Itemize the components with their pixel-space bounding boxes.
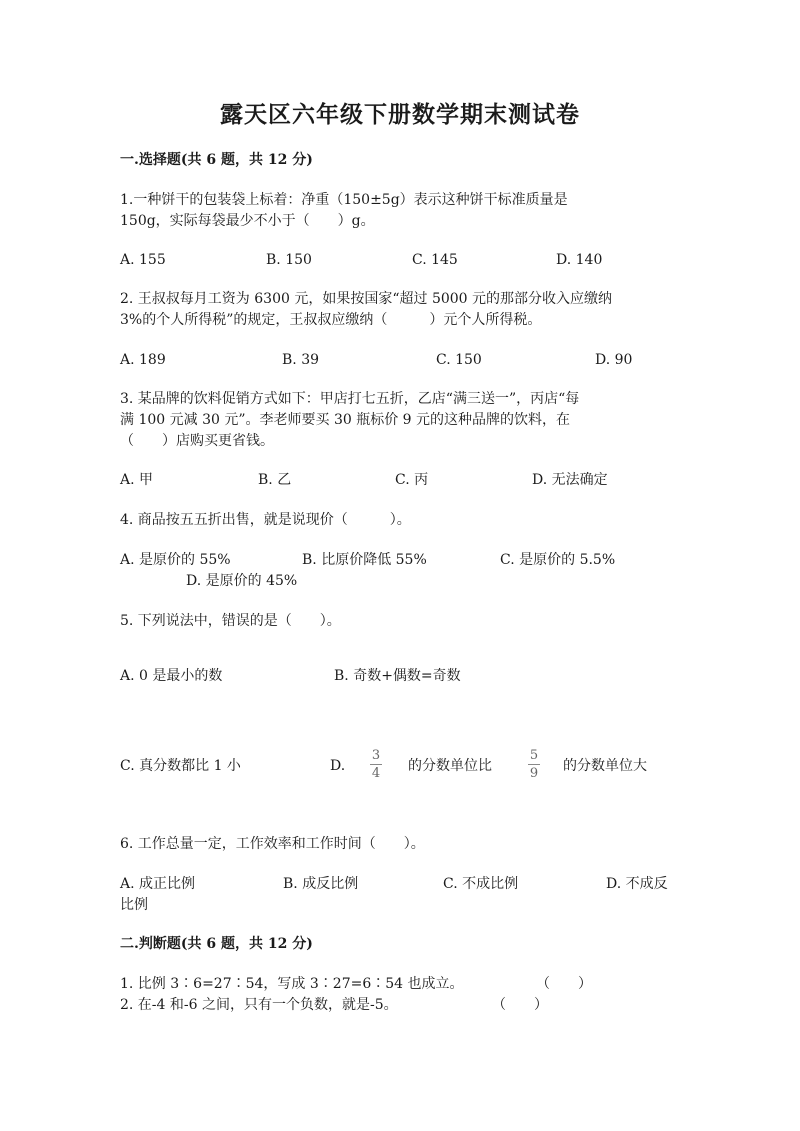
fraction-three-quarters <box>368 748 384 781</box>
question-4-option-a: A. 是原价的 55% <box>120 552 231 568</box>
question-6-option-d: D. 不成反 <box>606 876 668 892</box>
fraction-denominator: 4 <box>371 766 381 781</box>
question-6-line-1: 6. 工作总量一定，工作效率和工作时间（ ）。 <box>120 836 425 852</box>
question-2-option-b: B. 39 <box>282 352 320 368</box>
question-2-option-d: D. 90 <box>595 352 633 368</box>
question-2-option-a: A. 189 <box>120 352 166 368</box>
question-3-option-a: A. 甲 <box>120 472 154 488</box>
question-2-option-c: C. 150 <box>436 352 482 368</box>
fraction-bar <box>528 764 540 765</box>
question-2-line-1: 2. 王叔叔每月工资为 6300 元，如果按国家“超过 5000 元的那部分收入应缴纳 <box>120 291 613 307</box>
question-3-option-d: D. 无法确定 <box>532 472 608 488</box>
fraction-bar <box>370 764 382 765</box>
question-5-option-a: A. 0 是最小的数 <box>120 668 223 684</box>
question-1-option-b: B. 150 <box>266 252 312 268</box>
question-2-line-2: 3%的个人所得税”的规定，王叔叔应缴纳（ ）元个人所得税。 <box>120 312 542 328</box>
question-6-option-b: B. 成反比例 <box>283 876 359 892</box>
question-1-option-c: C. 145 <box>412 252 458 268</box>
question-5-option-c: C. 真分数都比 1 小 <box>120 758 241 774</box>
question-6-option-c: C. 不成比例 <box>443 876 519 892</box>
question-3-option-c: C. 丙 <box>395 472 429 488</box>
fraction-denominator: 9 <box>529 766 539 781</box>
question-1-line-1: 1.一种饼干的包装袋上标着：净重（150±5g）表示这种饼干标准质量是 <box>120 192 568 208</box>
question-5-option-d-middle: 的分数单位比 <box>408 758 492 774</box>
question-4-line-1: 4. 商品按五五折出售，就是说现价（ ）。 <box>120 512 411 528</box>
fraction-numerator: 5 <box>529 748 539 763</box>
question-6-option-a: A. 成正比例 <box>120 876 196 892</box>
question-1-line-2: 150g，实际每袋最少不小于（ ）g。 <box>120 213 375 229</box>
judgement-1-blank: （ ） <box>536 976 592 992</box>
question-3-line-1: 3. 某品牌的饮料促销方式如下：甲店打七五折，乙店“满三送一”，丙店“每 <box>120 391 580 407</box>
judgement-2-text: 2. 在-4 和-6 之间，只有一个负数，就是-5。 <box>120 997 398 1013</box>
question-6-option-d-wrap: 比例 <box>120 897 148 913</box>
question-5-line-1: 5. 下列说法中，错误的是（ ）。 <box>120 613 341 629</box>
fraction-numerator: 3 <box>371 748 381 763</box>
judgement-1-text: 1. 比例 3∶6=27∶54，写成 3∶27=6∶54 也成立。 <box>120 976 464 992</box>
page-title: 露天区六年级下册数学期末测试卷 <box>220 101 580 128</box>
question-4-option-d: D. 是原价的 45% <box>186 573 298 589</box>
question-3-line-2: 满 100 元减 30 元”。李老师要买 30 瓶标价 9 元的这种品牌的饮料，在 <box>120 412 571 428</box>
question-1-option-d: D. 140 <box>556 252 603 268</box>
question-5-option-b: B. 奇数+偶数=奇数 <box>334 668 461 684</box>
question-3-option-b: B. 乙 <box>258 472 292 488</box>
section-heading-judgement: 二.判断题(共 6 题，共 12 分) <box>120 936 313 952</box>
judgement-2-blank: （ ） <box>492 997 548 1013</box>
question-5-option-d-label: D. <box>330 758 346 774</box>
question-3-line-3: （ ）店购买更省钱。 <box>120 433 274 449</box>
question-4-option-b: B. 比原价降低 55% <box>302 552 427 568</box>
question-4-option-c: C. 是原价的 5.5% <box>500 552 616 568</box>
question-1-option-a: A. 155 <box>120 252 166 268</box>
section-heading-choice: 一.选择题(共 6 题，共 12 分) <box>120 152 313 168</box>
fraction-five-ninths <box>526 748 542 781</box>
question-5-option-d-end: 的分数单位大 <box>563 758 647 774</box>
